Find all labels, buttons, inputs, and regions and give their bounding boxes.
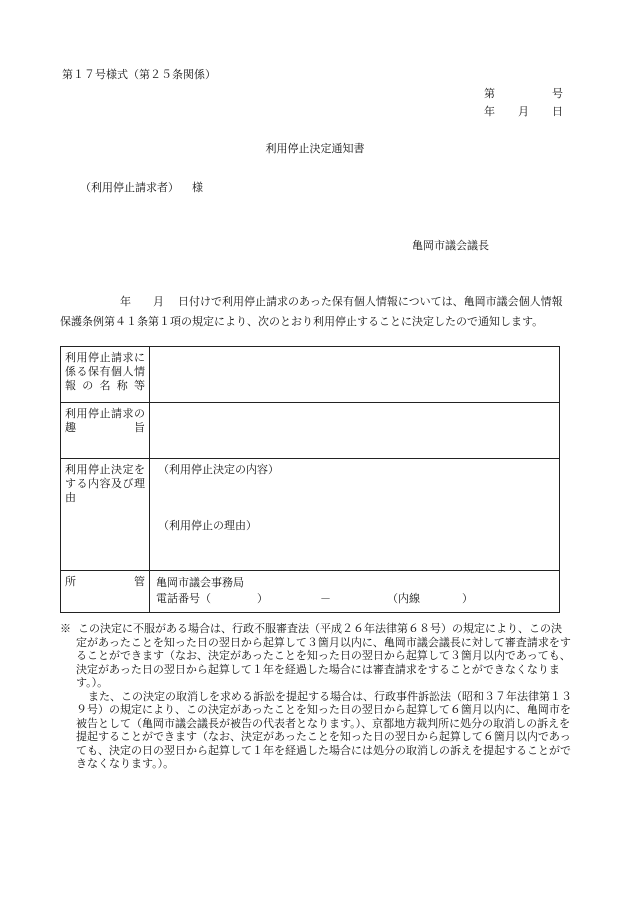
date-year: 年: [484, 105, 495, 118]
label-jurisdiction: [61, 571, 149, 593]
value-cell-decision: [150, 459, 560, 571]
issuer-name: 亀岡市議会議長: [412, 239, 489, 252]
body-year: 年: [120, 295, 131, 308]
label-cell: [61, 347, 150, 403]
note-appeal-text: この決定に不服がある場合は、行政不服審査法（平成２６年法律第６８号）の規定により、この決定があったことを知った日の翌日から起算して３箇月以内に、亀岡市議会議長に対して審査請求をすることができます（なお、決定があったことを知った日の翌日から起算して３箇月以内であっても、決定があった日の翌日から起算して１年を経過した場合には審査請求をすることができなくなります。）。: [76, 622, 571, 689]
label-info-name: 利用停止請求に係る保有個人情報の名称等: [65, 351, 145, 392]
office-name: 亀岡市議会事務局: [156, 576, 244, 589]
label-cell: [61, 459, 150, 571]
phone-label: 電話番号（: [156, 592, 211, 605]
value-cell-info-name: [150, 347, 560, 403]
table-row: [61, 571, 560, 613]
decision-reason-heading: （利用停止の理由）: [158, 519, 257, 532]
note-lawsuit: また、この決定の取消しを求める訴訟を提起する場合は、行政事件訴訟法（昭和３７年法律第１３９号）の規定により、この決定があったことを知った日の翌日から起算して６箇月以内に、亀岡市を被告として（亀岡市議会議長が被告の代表者となります。）、京都地方裁判所に処分の取消しの訴えを提起することができます（なお、決定があったことを知った日の翌日から起算して６箇月以内であっても、決定の日の翌日から起算して１年を経過した場合には処分の取消しの訴えを提起することができなくなります。）。: [76, 689, 572, 770]
addressee-requester: （利用停止請求者）: [80, 181, 179, 194]
phone-dash: －: [320, 592, 331, 605]
jurisdiction-char-a: 所: [65, 575, 134, 588]
phone-close: ）: [257, 592, 268, 605]
page-title: 利用停止決定通知書: [265, 142, 365, 155]
document-number-suffix: 号: [552, 87, 563, 100]
table-row: [61, 347, 560, 403]
form-number: 第１７号様式（第２５条関係）: [62, 68, 216, 81]
decision-content-heading: （利用停止決定の内容）: [158, 463, 279, 476]
notes-section: [60, 622, 572, 771]
decision-table: [60, 346, 560, 613]
notice-body: [60, 292, 570, 332]
table-row: [61, 403, 560, 459]
value-cell-request-purpose: [150, 403, 560, 459]
date-day: 日: [552, 105, 563, 118]
jurisdiction-char-b: 管: [134, 575, 145, 588]
note-appeal: [60, 622, 572, 690]
label-cell: [61, 403, 150, 459]
label-request-purpose: 利用停止請求の趣旨: [65, 407, 145, 434]
note-mark: ※: [60, 622, 71, 635]
extension-label: （内線: [387, 592, 420, 605]
addressee-honorific: 様: [192, 181, 203, 194]
label-decision-content: 利用停止決定をする内容及び理由: [65, 463, 145, 504]
table-row: [61, 459, 560, 571]
body-month: 月: [153, 295, 164, 308]
document-number-prefix: 第: [484, 87, 495, 100]
date-month: 月: [518, 105, 529, 118]
phone-row: [156, 591, 473, 607]
extension-close: ）: [462, 592, 473, 605]
body-text: 日付けで利用停止請求のあった保有個人情報については、亀岡市議会個人情報保護条例第４１条第１項の規定により、次のとおり利用停止することに決定したので通知します。: [60, 295, 563, 328]
label-cell: [61, 571, 150, 613]
value-cell-office: [150, 571, 560, 613]
